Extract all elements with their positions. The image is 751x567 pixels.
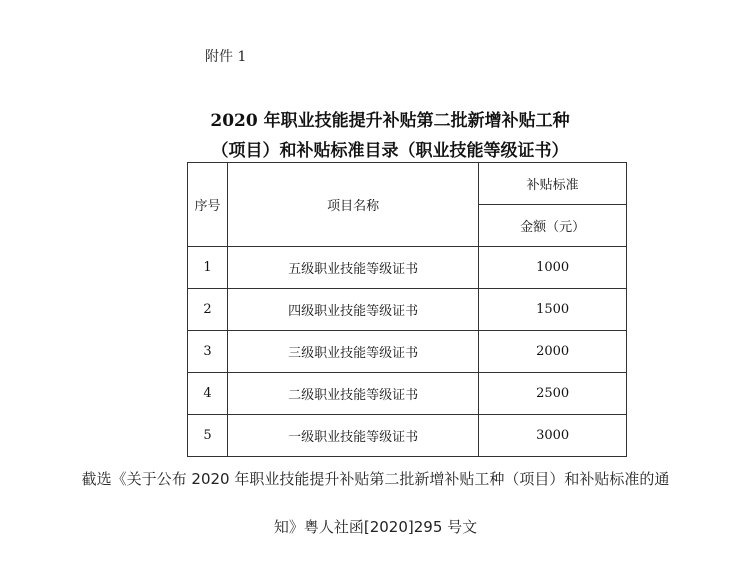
row-amount: 2500 [479,373,627,415]
subsidy-table [187,162,627,457]
row-amount: 3000 [479,415,627,457]
row-amount: 1000 [479,247,627,289]
row-index: 3 [188,331,228,373]
header-subsidy-standard: 补贴标准 [479,163,627,205]
header-name: 项目名称 [227,163,478,247]
table-row [188,415,627,457]
document-title-line-2: （项目）和补贴标准目录（职业技能等级证书） [211,141,569,161]
table-row [188,373,627,415]
attachment-label: 附件 1 [205,49,247,65]
table-row [188,289,627,331]
row-name: 二级职业技能等级证书 [227,373,478,415]
header-index: 序号 [188,163,228,247]
row-name: 五级职业技能等级证书 [227,247,478,289]
row-amount: 2000 [479,331,627,373]
source-caption-line-1: 截选《关于公布 2020 年职业技能提升补贴第二批新增补贴工种（项目）和补贴标准的通 [81,470,670,488]
row-index: 5 [188,415,228,457]
row-name: 四级职业技能等级证书 [227,289,478,331]
source-caption-line-2: 知》粤人社函[2020]295 号文 [273,518,478,536]
row-amount: 1500 [479,289,627,331]
table-row [188,331,627,373]
document-title-line-1: 2020 年职业技能提升补贴第二批新增补贴工种 [210,111,570,131]
row-index: 2 [188,289,228,331]
row-index: 4 [188,373,228,415]
table-row [188,247,627,289]
row-index: 1 [188,247,228,289]
header-amount: 金额（元） [479,205,627,247]
row-name: 一级职业技能等级证书 [227,415,478,457]
row-name: 三级职业技能等级证书 [227,331,478,373]
